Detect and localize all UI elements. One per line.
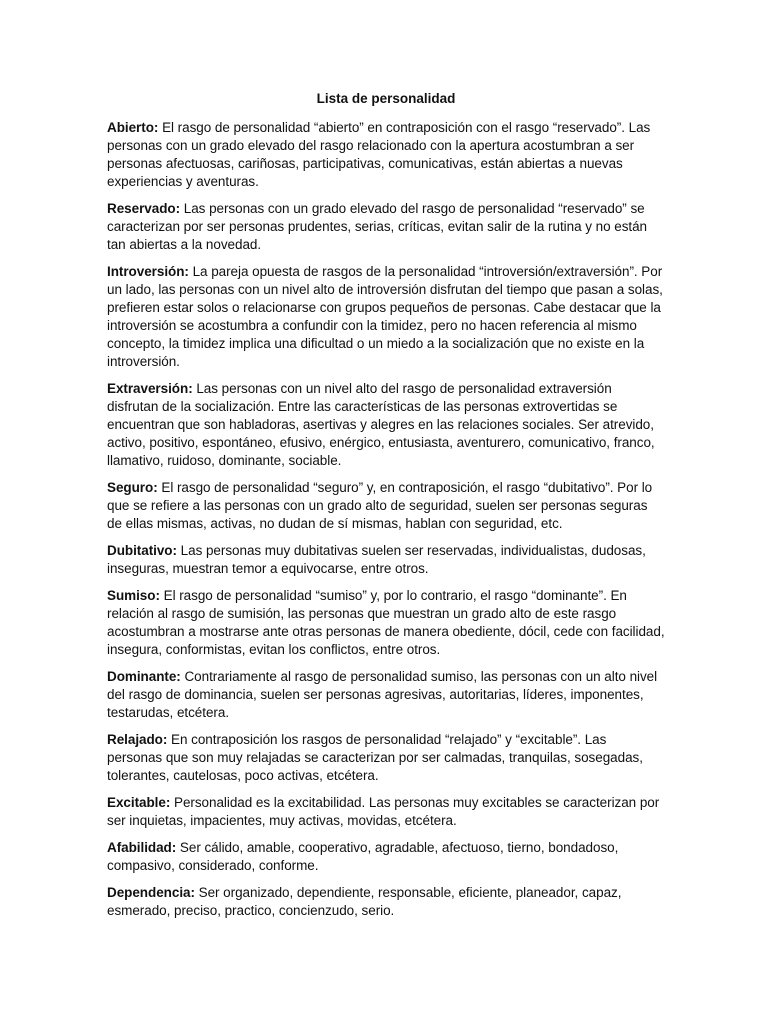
entry-term: Dominante: bbox=[107, 669, 181, 684]
document-page bbox=[107, 90, 665, 929]
entry-text: El rasgo de personalidad “abierto” en contraposición con el rasgo “reservado”. Las personas con un grado elevado del rasgo relacionado con la apertura acostumbran a ser personas afectuosas, cariñosas, participativas, comunicativas, están abiertas a nuevas experiencias y aventuras. bbox=[107, 120, 651, 189]
entry-term: Reservado: bbox=[107, 201, 181, 216]
entry-relajado bbox=[107, 731, 665, 785]
entry-text: Las personas con un nivel alto del rasgo de personalidad extraversión disfrutan de la socialización. Entre las características de las personas extrovertidas se encuentran que son habladoras, asertivas y alegres en las relaciones sociales. Ser atrevido, activo, positivo, espontáneo, efusivo, enérgico, entusiasta, aventurero, comunicativo, franco, llamativo, ruidoso, dominante, sociable. bbox=[107, 381, 655, 468]
entry-text: Contrariamente al rasgo de personalidad sumiso, las personas con un alto nivel del rasgo de dominancia, suelen ser personas agresivas, autoritarias, líderes, imponentes, testarudas, etcétera. bbox=[107, 669, 658, 720]
entry-reservado bbox=[107, 200, 665, 254]
entry-introversion bbox=[107, 263, 665, 371]
entry-dominante bbox=[107, 668, 665, 722]
entry-term: Relajado: bbox=[107, 732, 168, 747]
entry-seguro bbox=[107, 479, 665, 533]
entry-extraversion bbox=[107, 380, 665, 470]
entry-term: Abierto: bbox=[107, 120, 159, 135]
entry-text: Las personas con un grado elevado del rasgo de personalidad “reservado” se caracterizan por ser personas prudentes, serias, críticas, evitan salir de la rutina y no están tan abiertas a la novedad. bbox=[107, 201, 648, 252]
entry-text: En contraposición los rasgos de personalidad “relajado” y “excitable”. Las personas que son muy relajadas se caracterizan por ser calmadas, tranquilas, sosegadas, tolerantes, cautelosas, poco activas, etcétera. bbox=[107, 732, 643, 783]
entry-term: Extraversión: bbox=[107, 381, 193, 396]
entry-dubitativo bbox=[107, 542, 665, 578]
entry-text: Ser cálido, amable, cooperativo, agradable, afectuoso, tierno, bondadoso, compasivo, considerado, conforme. bbox=[107, 840, 619, 873]
entry-text: El rasgo de personalidad “sumiso” y, por lo contrario, el rasgo “dominante”. En relación al rasgo de sumisión, las personas que muestran un grado alto de este rasgo acostumbran a mostrarse ante otras personas de manera obediente, dócil, cede con facilidad, insegura, conformistas, evitan los conflictos, entre otros. bbox=[107, 588, 665, 657]
entry-excitable bbox=[107, 794, 665, 830]
entry-text: El rasgo de personalidad “seguro” y, en contraposición, el rasgo “dubitativo”. Por lo que se refiere a las personas con un grado alto de seguridad, suelen ser personas seguras de ellas mismas, activas, no dudan de sí mismas, hablan con seguridad, etc. bbox=[107, 480, 653, 531]
entry-term: Seguro: bbox=[107, 480, 158, 495]
entry-text: Las personas muy dubitativas suelen ser reservadas, individualistas, dudosas, inseguras, muestran temor a equivocarse, entre otros. bbox=[107, 543, 646, 576]
entry-term: Dependencia: bbox=[107, 885, 195, 900]
entry-afabilidad bbox=[107, 839, 665, 875]
entry-term: Afabilidad: bbox=[107, 840, 177, 855]
entry-text: La pareja opuesta de rasgos de la personalidad “introversión/extraversión”. Por un lado, las personas con un nivel alto de introversión disfrutan del tiempo que pasan a solas, prefieren estar solos o relacionarse con grupos pequeños de personas. Cabe destacar que la introversión se acostumbra a confundir con la timidez, pero no hacen referencia al mismo concepto, la timidez implica una dificultad o un miedo a la socialización que no existe en la introversión. bbox=[107, 264, 663, 369]
entry-dependencia bbox=[107, 884, 665, 920]
entry-term: Dubitativo: bbox=[107, 543, 177, 558]
entry-abierto bbox=[107, 119, 665, 191]
entry-text: Personalidad es la excitabilidad. Las personas muy excitables se caracterizan por ser inquietas, impacientes, muy activas, movidas, etcétera. bbox=[107, 795, 660, 828]
page-title: Lista de personalidad bbox=[316, 91, 456, 106]
entry-term: Sumiso: bbox=[107, 588, 160, 603]
entry-term: Excitable: bbox=[107, 795, 171, 810]
entry-term: Introversión: bbox=[107, 264, 189, 279]
entry-sumiso bbox=[107, 587, 665, 659]
entry-text: Ser organizado, dependiente, responsable, eficiente, planeador, capaz, esmerado, preciso, practico, concienzudo, serio. bbox=[107, 885, 622, 918]
